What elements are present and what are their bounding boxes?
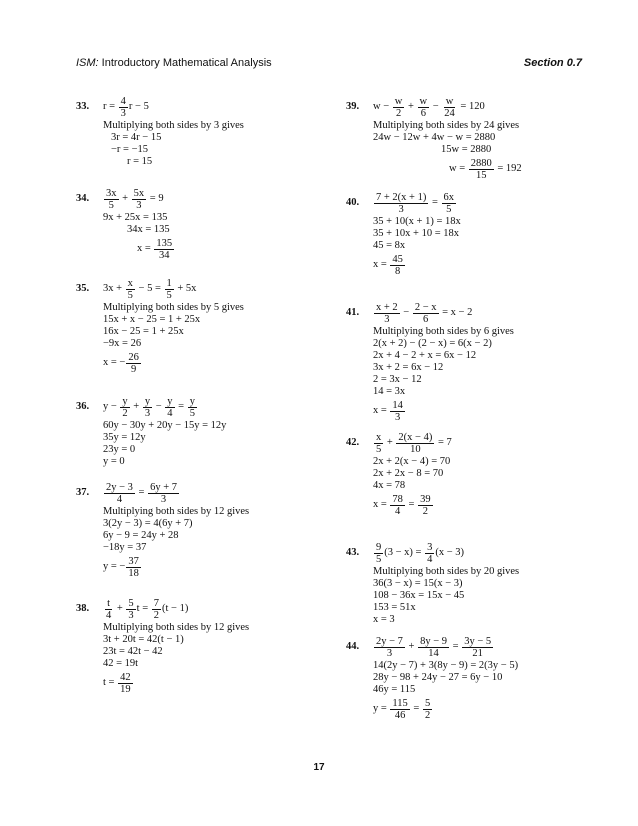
fraction-denominator: 2 <box>153 609 160 621</box>
problem <box>76 186 326 262</box>
fraction-numerator: 3x <box>106 187 117 199</box>
solution-line: 24w − 12w + 4w − w = 2880 <box>373 132 496 143</box>
fraction-denominator: 46 <box>394 709 406 721</box>
fraction <box>132 188 147 211</box>
fraction-numerator: 9 <box>376 541 382 553</box>
equation-line <box>373 492 596 518</box>
equation-text: = 9 <box>147 193 164 204</box>
equation-line <box>373 540 596 566</box>
fraction-numerator: 6x <box>443 191 455 203</box>
fraction-numerator: y <box>122 395 128 407</box>
fraction-denominator: 3 <box>120 107 126 119</box>
problem <box>76 394 326 468</box>
fraction-numerator: 42 <box>120 671 131 683</box>
fraction-denominator: 21 <box>472 647 483 659</box>
solution-steps <box>373 94 596 182</box>
solution-steps <box>103 276 326 376</box>
equation-line <box>373 430 596 456</box>
equation-text: x = − <box>103 357 126 368</box>
fraction <box>374 636 405 659</box>
solution-line: x = 3 <box>373 614 395 625</box>
solution-line: r = 15 <box>127 156 153 167</box>
fraction <box>390 254 405 277</box>
fraction <box>143 396 152 419</box>
fraction-numerator: 5 <box>424 697 431 709</box>
problem-number: 34. <box>76 193 90 204</box>
fraction <box>374 432 383 455</box>
equation-line <box>373 190 596 216</box>
fraction <box>418 96 430 119</box>
equation-text: y − <box>103 401 120 412</box>
fraction-numerator: y <box>167 395 173 407</box>
fraction-denominator: 5 <box>446 203 452 215</box>
fraction <box>390 400 405 423</box>
solution-line: 15x + x − 25 = 1 + 25x <box>103 314 201 325</box>
problem-number: 38. <box>76 603 90 614</box>
fraction-denominator: 4 <box>106 609 112 621</box>
solution-steps <box>373 634 596 722</box>
fraction-denominator: 5 <box>127 289 133 301</box>
equation-text: x = <box>373 405 390 416</box>
problem-number: 35. <box>76 283 90 294</box>
solution-line: 153 = 51x <box>373 602 416 613</box>
solution-steps <box>103 186 326 262</box>
fraction-numerator: 7 <box>153 597 160 609</box>
fraction-numerator: x <box>127 277 133 289</box>
equation-line <box>103 350 326 376</box>
fraction-numerator: 5x <box>133 187 145 199</box>
fraction <box>374 192 428 215</box>
equation-text: = x − 2 <box>439 307 473 318</box>
fraction <box>154 238 174 261</box>
fraction-numerator: 37 <box>128 555 139 567</box>
equation-text: = 7 <box>435 437 452 448</box>
solution-line: −r = −15 <box>111 144 149 155</box>
solution-line: 9x + 25x = 135 <box>103 212 168 223</box>
equation-text: (t − 1) <box>162 603 189 614</box>
solution-line: Multiplying both sides by 12 gives <box>103 622 250 633</box>
fraction <box>423 698 432 721</box>
fraction <box>413 302 439 325</box>
fraction <box>126 556 141 579</box>
fraction <box>126 598 135 621</box>
fraction-denominator: 4 <box>427 553 433 565</box>
equation-text: + <box>384 437 396 448</box>
fraction <box>462 636 493 659</box>
fraction-numerator: 3y − 5 <box>464 635 492 647</box>
solution-line: 3r = 4r − 15 <box>111 132 162 143</box>
solution-steps <box>103 596 326 696</box>
solution-line: Multiplying both sides by 6 gives <box>373 326 514 337</box>
solution-steps <box>373 190 596 278</box>
solution-line: Multiplying both sides by 24 gives <box>373 120 520 131</box>
equation-text: − <box>430 101 442 112</box>
fraction <box>188 396 197 419</box>
fraction-denominator: 19 <box>120 683 131 695</box>
equation-text: + <box>405 641 418 652</box>
solution-line: 14(2y − 7) + 3(8y − 9) = 2(3y − 5) <box>373 660 519 671</box>
fraction-numerator: 135 <box>156 237 173 249</box>
fraction-denominator: 5 <box>376 553 382 565</box>
problem-number: 44. <box>346 641 360 652</box>
fraction-denominator: 2 <box>424 709 431 721</box>
solution-line: 16x − 25 = 1 + 25x <box>103 326 184 337</box>
equation-text: r − 5 <box>128 101 149 112</box>
equation-line <box>373 252 596 278</box>
solution-line: 2 = 3x − 12 <box>373 374 422 385</box>
book-abbrev: ISM: <box>76 57 99 69</box>
fraction <box>148 482 179 505</box>
fraction-numerator: 2y − 3 <box>106 481 133 493</box>
equation-line <box>373 94 596 120</box>
equation-text: (3 − x) = <box>384 547 425 558</box>
running-header-left <box>76 57 272 69</box>
solution-line: 3t + 20t = 42(t − 1) <box>103 634 184 645</box>
solution-line: 34x = 135 <box>127 224 170 235</box>
solution-line: 35y = 12y <box>103 432 146 443</box>
problem <box>346 94 596 182</box>
solution-line: y = 0 <box>103 456 125 467</box>
solution-steps <box>373 430 596 518</box>
fraction-denominator: 2 <box>422 505 428 517</box>
solution-steps <box>373 540 596 626</box>
solution-line: 3x + 2 = 6x − 12 <box>373 362 444 373</box>
equation-line <box>449 156 596 182</box>
solution-line: 28y − 98 + 24y − 27 = 6y − 10 <box>373 672 503 683</box>
equation-text: = <box>405 499 418 510</box>
equation-line <box>103 276 326 302</box>
solution-line: 46y = 115 <box>373 684 416 695</box>
equation-line <box>103 394 326 420</box>
fraction-denominator: 14 <box>428 647 439 659</box>
equation-text: − <box>153 401 165 412</box>
equation-text: + <box>119 193 131 204</box>
solution-line: 23t = 42t − 42 <box>103 646 163 657</box>
fraction <box>104 482 135 505</box>
fraction-denominator: 3 <box>144 407 151 419</box>
fraction-denominator: 5 <box>376 443 382 455</box>
equation-line <box>373 696 596 722</box>
problem <box>346 540 596 626</box>
fraction <box>126 278 135 301</box>
solution-line: 45 = 8x <box>373 240 406 251</box>
fraction-numerator: 26 <box>128 351 139 363</box>
solution-line: 4x = 78 <box>373 480 406 491</box>
fraction-numerator: 2y − 7 <box>376 635 403 647</box>
fraction <box>165 278 174 301</box>
problem <box>76 94 326 168</box>
solution-steps <box>373 300 596 424</box>
equation-line <box>373 398 596 424</box>
solution-line: 15w = 2880 <box>441 144 492 155</box>
fraction-denominator: 6 <box>423 313 429 325</box>
fraction-denominator: 24 <box>444 107 455 119</box>
problem-number: 40. <box>346 197 360 208</box>
fraction-denominator: 5 <box>108 199 114 211</box>
problem <box>346 300 596 424</box>
solution-line: Multiplying both sides by 3 gives <box>103 120 244 131</box>
fraction <box>120 396 129 419</box>
equation-line <box>137 236 326 262</box>
problem <box>76 596 326 696</box>
solution-line: 35 + 10x + 10 = 18x <box>373 228 460 239</box>
fraction-denominator: 5 <box>189 407 195 419</box>
solution-line: 35 + 10(x + 1) = 18x <box>373 216 461 227</box>
fraction-numerator: 39 <box>420 493 431 505</box>
equation-text: = <box>429 197 441 208</box>
problem-number: 37. <box>76 487 90 498</box>
solution-line: Multiplying both sides by 12 gives <box>103 506 250 517</box>
fraction-denominator: 4 <box>167 407 173 419</box>
equation-line <box>103 186 326 212</box>
fraction <box>442 192 457 215</box>
fraction-numerator: 8y − 9 <box>420 635 448 647</box>
fraction-numerator: 2(x − 4) <box>398 431 433 443</box>
fraction-denominator: 3 <box>395 411 401 423</box>
fraction-denominator: 2 <box>395 107 402 119</box>
book-title: Introductory Mathematical Analysis <box>98 57 272 69</box>
equation-line <box>103 554 326 580</box>
equation-text: = 192 <box>494 163 522 174</box>
fraction-denominator: 2 <box>122 407 128 419</box>
solution-steps <box>103 94 326 168</box>
fraction-numerator: 4 <box>120 95 126 107</box>
fraction-denominator: 15 <box>476 169 487 181</box>
fraction <box>118 672 133 695</box>
equation-text: 3x + <box>103 283 125 294</box>
fraction-numerator: y <box>144 395 151 407</box>
fraction-numerator: y <box>189 395 195 407</box>
solution-line: 14 = 3x <box>373 386 406 397</box>
equation-text: − <box>400 307 412 318</box>
equation-text: = <box>410 703 422 714</box>
solution-line: 36(3 − x) = 15(x − 3) <box>373 578 463 589</box>
equation-text: x = <box>373 499 390 510</box>
fraction <box>393 96 405 119</box>
fraction <box>374 302 400 325</box>
fraction-denominator: 6 <box>420 107 426 119</box>
equation-text: + 5x <box>174 283 197 294</box>
equation-text: w − <box>373 101 392 112</box>
equation-text: t = <box>103 677 118 688</box>
equation-text: w = <box>449 163 468 174</box>
fraction-numerator: 14 <box>392 399 403 411</box>
equation-text: − 5 = <box>135 283 164 294</box>
solution-line: −18y = 37 <box>103 542 147 553</box>
solution-line: 2x + 2x − 8 = 70 <box>373 468 444 479</box>
problem-number: 36. <box>76 401 90 412</box>
solution-line: 42 = 19t <box>103 658 139 669</box>
fraction-denominator: 4 <box>395 505 401 517</box>
equation-text: = <box>175 401 187 412</box>
problem <box>346 634 596 722</box>
fraction-denominator: 3 <box>398 203 404 215</box>
equation-line <box>373 634 596 660</box>
fraction-numerator: w <box>445 95 454 107</box>
fraction-numerator: 78 <box>392 493 403 505</box>
equation-line <box>103 94 326 120</box>
equation-line <box>103 480 326 506</box>
equation-text: y = <box>373 703 390 714</box>
solution-line: 108 − 36x = 15x − 45 <box>373 590 465 601</box>
fraction <box>374 542 383 565</box>
problem <box>346 190 596 278</box>
fraction <box>418 494 433 517</box>
solution-line: 2(x + 2) − (2 − x) = 6(x − 2) <box>373 338 492 349</box>
fraction <box>418 636 449 659</box>
fraction <box>165 396 174 419</box>
fraction <box>396 432 434 455</box>
problem-number: 39. <box>346 101 360 112</box>
problem-number: 33. <box>76 101 90 112</box>
fraction <box>126 352 141 375</box>
fraction-numerator: 6y + 7 <box>150 481 178 493</box>
solution-line: Multiplying both sides by 5 gives <box>103 302 244 313</box>
solution-line: 2x + 4 − 2 + x = 6x − 12 <box>373 350 477 361</box>
solution-line: 60y − 30y + 20y − 15y = 12y <box>103 420 227 431</box>
problem <box>346 430 596 518</box>
fraction-numerator: t <box>107 597 111 609</box>
equation-text: + <box>114 603 126 614</box>
fraction <box>119 96 128 119</box>
fraction-numerator: 115 <box>392 697 408 709</box>
fraction-denominator: 3 <box>386 647 393 659</box>
problem-number: 42. <box>346 437 360 448</box>
fraction-numerator: w <box>394 95 403 107</box>
fraction <box>442 96 457 119</box>
problem <box>76 276 326 376</box>
equation-text: x = <box>137 243 154 254</box>
equation-text: + <box>130 401 142 412</box>
fraction <box>469 158 494 181</box>
equation-text: x = <box>373 259 390 270</box>
fraction-denominator: 4 <box>116 493 123 505</box>
fraction <box>152 598 161 621</box>
solution-line: 6y − 9 = 24y + 28 <box>103 530 179 541</box>
fraction-numerator: w <box>419 95 428 107</box>
solution-steps <box>103 480 326 580</box>
problem <box>76 480 326 580</box>
solution-line: 23y = 0 <box>103 444 136 455</box>
problem-number: 41. <box>346 307 360 318</box>
fraction-denominator: 3 <box>128 609 134 621</box>
fraction-denominator: 34 <box>159 249 170 261</box>
fraction-denominator: 8 <box>395 265 401 277</box>
fraction <box>104 598 113 621</box>
fraction-denominator: 5 <box>166 289 172 301</box>
equation-text: = <box>135 487 148 498</box>
equation-line <box>373 300 596 326</box>
fraction <box>425 542 434 565</box>
fraction-numerator: 1 <box>166 277 172 289</box>
solution-line: Multiplying both sides by 20 gives <box>373 566 520 577</box>
fraction-denominator: 18 <box>128 567 139 579</box>
fraction-denominator: 3 <box>384 313 390 325</box>
equation-text: t = <box>136 603 151 614</box>
fraction-numerator: 2 − x <box>414 301 437 313</box>
fraction-denominator: 3 <box>160 493 167 505</box>
fraction-numerator: 2880 <box>470 157 492 169</box>
equation-line <box>103 596 326 622</box>
equation-text: = <box>450 641 462 652</box>
fraction-numerator: 5 <box>128 597 134 609</box>
fraction-numerator: x + 2 <box>376 301 398 313</box>
equation-text: r = <box>103 101 118 112</box>
fraction-denominator: 9 <box>130 363 137 375</box>
fraction-numerator: x <box>376 431 382 443</box>
fraction <box>390 494 405 517</box>
fraction <box>104 188 119 211</box>
page-number: 17 <box>313 762 325 773</box>
equation-text: + <box>405 101 417 112</box>
solution-line: −9x = 26 <box>103 338 142 349</box>
fraction-denominator: 3 <box>136 199 142 211</box>
section-label: Section 0.7 <box>523 57 582 69</box>
fraction-denominator: 10 <box>410 443 421 455</box>
fraction-numerator: 3 <box>427 541 433 553</box>
solution-line: 3(2y − 3) = 4(6y + 7) <box>103 518 193 529</box>
equation-text: y = − <box>103 561 126 572</box>
equation-text: (x − 3) <box>435 547 465 558</box>
equation-line <box>103 670 326 696</box>
fraction <box>390 698 409 721</box>
problem-number: 43. <box>346 547 360 558</box>
fraction-numerator: 45 <box>392 253 403 265</box>
solution-steps <box>103 394 326 468</box>
equation-text: = 120 <box>457 101 485 112</box>
solution-line: 2x + 2(x − 4) = 70 <box>373 456 451 467</box>
fraction-numerator: 7 + 2(x + 1) <box>376 191 427 203</box>
